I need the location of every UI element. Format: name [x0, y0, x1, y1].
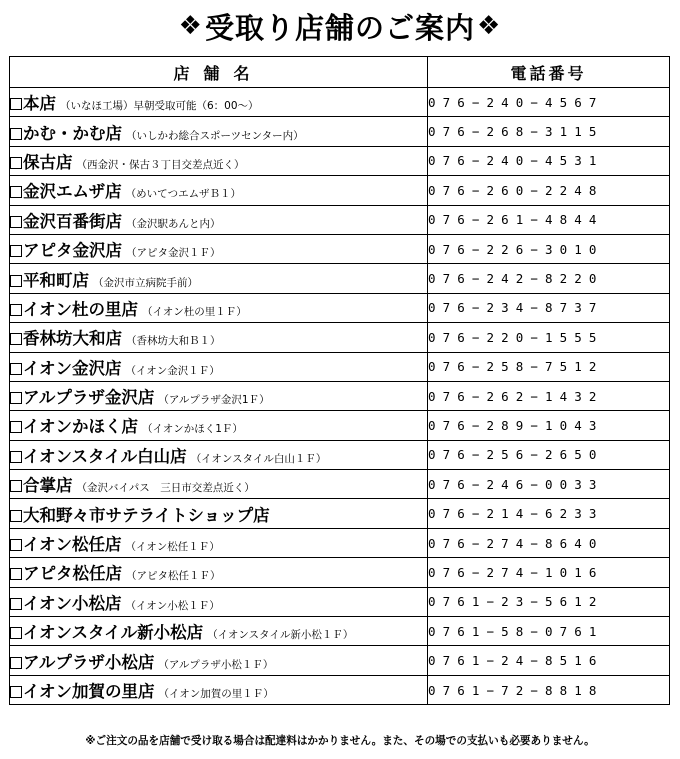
store-phone: 076−246−0033	[428, 470, 670, 499]
store-note: （金沢市立病院手前）	[93, 276, 198, 289]
table-row	[10, 411, 670, 440]
store-phone: 076−256−2650	[428, 440, 670, 469]
store-name-cell	[10, 323, 428, 352]
store-rows	[10, 88, 670, 705]
table-row	[10, 323, 670, 352]
store-note: （イオンかほく1Ｆ）	[142, 423, 243, 436]
store-note: （イオンスタイル新小松１Ｆ）	[207, 629, 354, 642]
store-name-cell	[10, 117, 428, 146]
store-name-cell	[10, 411, 428, 440]
store-name-cell	[10, 88, 428, 117]
store-phone: 076−262−1432	[428, 381, 670, 410]
store-name: 金沢百番街店	[23, 211, 122, 231]
store-phone: 0761−72−8818	[428, 675, 670, 704]
store-phone: 076−260−2248	[428, 176, 670, 205]
table-row	[10, 176, 670, 205]
checkbox-square-icon	[10, 186, 22, 198]
store-note: （イオン加賀の里１Ｆ）	[158, 688, 274, 700]
store-name: かむ・かむ店	[23, 123, 122, 143]
table-row	[10, 352, 670, 381]
store-name: アピタ松任店	[23, 564, 122, 584]
store-note: （めいてつエムザＢ１）	[125, 188, 241, 201]
store-name: 香林坊大和店	[23, 329, 122, 349]
store-note: （イオン杜の里１Ｆ）	[142, 305, 247, 318]
table-row	[10, 587, 670, 616]
store-note: （いなほ工場）早朝受取可能（6：00〜）	[60, 100, 259, 113]
header-store-name: 店舗名	[10, 57, 428, 88]
checkbox-square-icon	[10, 245, 22, 257]
store-name-cell	[10, 293, 428, 322]
store-name: 金沢エムザ店	[23, 182, 122, 202]
table-row	[10, 88, 670, 117]
table-row	[10, 470, 670, 499]
store-name-cell	[10, 440, 428, 469]
store-note: （金沢バイパス 三日市交差点近く）	[76, 482, 255, 495]
store-name: イオン小松店	[23, 593, 122, 613]
store-note: （イオン松任１Ｆ）	[125, 541, 220, 554]
table-row	[10, 293, 670, 322]
checkbox-square-icon	[10, 275, 22, 287]
table-row	[10, 646, 670, 675]
store-note: （イオンスタイル白山１Ｆ）	[190, 452, 327, 465]
store-name: イオン金沢店	[23, 358, 122, 378]
store-phone: 076−258−7512	[428, 352, 670, 381]
store-phone: 076−274−8640	[428, 528, 670, 557]
store-name: イオン杜の里店	[23, 299, 139, 319]
store-name-cell	[10, 528, 428, 557]
store-name-cell	[10, 675, 428, 704]
table-row	[10, 440, 670, 469]
store-name: 合掌店	[23, 476, 73, 496]
store-phone: 076−240−4531	[428, 146, 670, 175]
store-name-cell	[10, 558, 428, 587]
store-name-cell	[10, 499, 428, 528]
store-table	[9, 56, 670, 705]
store-phone: 076−240−4567	[428, 88, 670, 117]
store-name: イオンかほく店	[23, 417, 139, 437]
footnote: ※ご注文の品を店舗で受け取る場合は配達料はかかりません。また、その場での支払いも必要ありません。	[85, 735, 595, 747]
store-note: （金沢駅あんと内）	[126, 217, 221, 230]
table-row	[10, 146, 670, 175]
checkbox-square-icon	[10, 451, 22, 463]
checkbox-square-icon	[10, 333, 22, 345]
table-row	[10, 499, 670, 528]
table-row	[10, 264, 670, 293]
table-row	[10, 528, 670, 557]
checkbox-square-icon	[10, 657, 22, 669]
store-phone: 076−268−3115	[428, 117, 670, 146]
store-note: （西金沢・保古３丁目交差点近く）	[76, 158, 245, 171]
store-name: 保古店	[23, 152, 73, 172]
store-note: （いしかわ総合スポーツセンター内）	[126, 129, 304, 142]
page-title	[0, 0, 680, 52]
store-name-cell	[10, 146, 428, 175]
store-phone: 0761−24−8516	[428, 646, 670, 675]
store-name-cell	[10, 264, 428, 293]
table-row	[10, 381, 670, 410]
store-phone: 076−220−1555	[428, 323, 670, 352]
checkbox-square-icon	[10, 98, 22, 110]
table-row	[10, 675, 670, 704]
store-phone: 0761−23−5612	[428, 587, 670, 616]
store-note: （アルプラザ小松１Ｆ）	[158, 658, 274, 671]
store-name: アルプラザ小松店	[23, 652, 155, 672]
store-note: （アルプラザ金沢1Ｆ）	[158, 394, 270, 407]
checkbox-square-icon	[10, 539, 22, 551]
store-name-cell	[10, 352, 428, 381]
store-name-cell	[10, 587, 428, 616]
store-note: （イオン小松１Ｆ）	[125, 599, 220, 612]
store-note: （アピタ松任１Ｆ）	[126, 570, 221, 583]
table-row	[10, 558, 670, 587]
store-name-cell	[10, 176, 428, 205]
store-name: アピタ金沢店	[23, 241, 122, 261]
checkbox-square-icon	[10, 157, 22, 169]
store-name-cell	[10, 205, 428, 234]
store-name: 平和町店	[23, 270, 89, 290]
table-row	[10, 117, 670, 146]
checkbox-square-icon	[10, 480, 22, 492]
store-note: （香林坊大和Ｂ１）	[126, 335, 221, 348]
store-name: アルプラザ金沢店	[23, 388, 155, 408]
diamond-right-icon: ❖	[477, 11, 502, 41]
store-phone: 076−214−6233	[428, 499, 670, 528]
checkbox-square-icon	[10, 421, 22, 433]
table-row	[10, 617, 670, 646]
page-title-text: 受取り店舗のご案内	[204, 10, 475, 45]
checkbox-square-icon	[10, 568, 22, 580]
store-name-cell	[10, 617, 428, 646]
checkbox-square-icon	[10, 363, 22, 375]
store-note: （アピタ金沢１Ｆ）	[126, 247, 221, 260]
checkbox-square-icon	[10, 128, 22, 140]
store-name: イオンスタイル新小松店	[23, 623, 204, 643]
store-phone: 076−274−1016	[428, 558, 670, 587]
store-name: 大和野々市サテライトショップ店	[23, 505, 270, 525]
store-note: （イオン金沢１Ｆ）	[125, 364, 220, 377]
store-name-cell	[10, 646, 428, 675]
store-phone: 076−261−4844	[428, 205, 670, 234]
store-phone: 076−242−8220	[428, 264, 670, 293]
store-name: 本店	[23, 94, 56, 114]
store-phone: 076−289−1043	[428, 411, 670, 440]
store-name: イオン松任店	[23, 535, 122, 555]
store-name-cell	[10, 470, 428, 499]
checkbox-square-icon	[10, 598, 22, 610]
store-name: イオンスタイル白山店	[23, 446, 187, 466]
store-name: イオン加賀の里店	[23, 682, 155, 701]
checkbox-square-icon	[10, 686, 22, 698]
table-row	[10, 234, 670, 263]
store-name-cell	[10, 234, 428, 263]
header-phone: 電話番号	[428, 57, 670, 88]
checkbox-square-icon	[10, 216, 22, 228]
store-phone: 076−234−8737	[428, 293, 670, 322]
checkbox-square-icon	[10, 304, 22, 316]
checkbox-square-icon	[10, 392, 22, 404]
table-row	[10, 205, 670, 234]
checkbox-square-icon	[10, 510, 22, 522]
store-phone: 0761−58−0761	[428, 617, 670, 646]
table-header-row	[10, 57, 670, 88]
store-phone: 076−226−3010	[428, 234, 670, 263]
checkbox-square-icon	[10, 627, 22, 639]
diamond-left-icon: ❖	[178, 11, 203, 41]
store-name-cell	[10, 381, 428, 410]
